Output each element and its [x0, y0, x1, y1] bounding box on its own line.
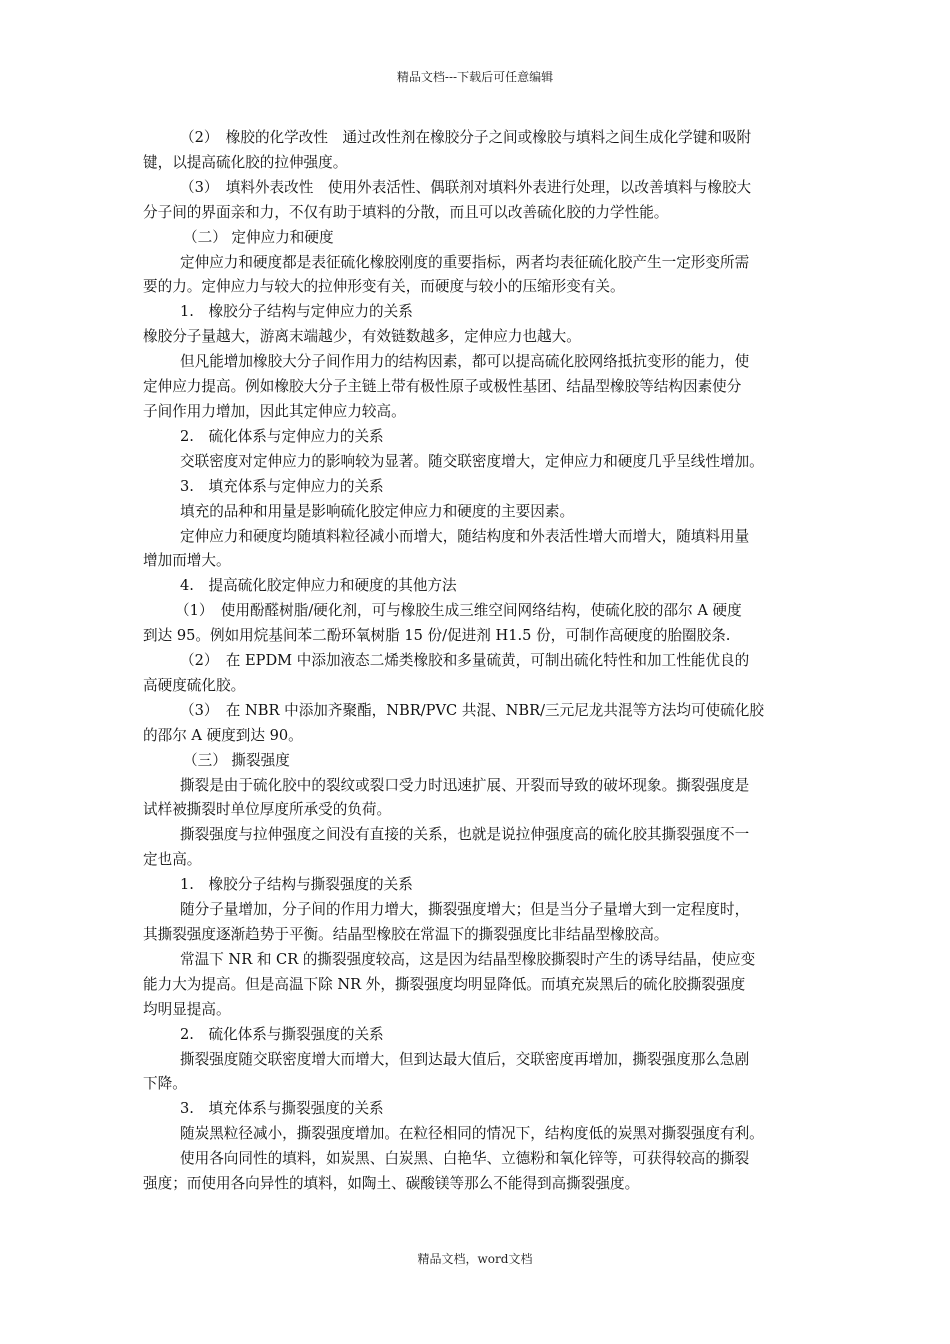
- subsection-heading: 2. 硫化体系与撕裂强度的关系: [180, 1025, 384, 1043]
- paragraph-line: 撕裂强度与拉伸强度之间没有直接的关系，也就是说拉伸强度高的硫化胶其撕裂强度不一: [180, 826, 750, 844]
- paragraph-line: 使用各向同性的填料，如炭黑、白炭黑、白艳华、立德粉和氧化锌等，可获得较高的撕裂: [180, 1150, 750, 1168]
- document-body: [143, 126, 813, 1197]
- subsection-heading: 1. 橡胶分子结构与定伸应力的关系: [180, 303, 413, 321]
- paragraph-line: 定也高。: [143, 851, 202, 869]
- paragraph-line: 均明显提高。: [143, 1000, 231, 1018]
- paragraph-line: 常温下 NR 和 CR 的撕裂强度较高，这是因为结晶型橡胶撕裂时产生的诱导结晶，使应变: [180, 950, 756, 968]
- subsection-heading: 2. 硫化体系与定伸应力的关系: [180, 427, 384, 445]
- paragraph-line: 分子间的界面亲和力，不仅有助于填料的分散，而且可以改善硫化胶的力学性能。: [143, 203, 669, 221]
- paragraph-line: 的邵尔 A 硬度到达 90。: [143, 726, 303, 744]
- paragraph-line: 撕裂是由于硫化胶中的裂纹或裂口受力时迅速扩展、开裂而导致的破坏现象。撕裂强度是: [180, 776, 750, 794]
- paragraph-line: 高硬度硫化胶。: [143, 676, 246, 694]
- page-header: 精品文档---下载后可任意编辑: [396, 70, 554, 84]
- paragraph-line: 要的力。定伸应力与较大的拉伸形变有关，而硬度与较小的压缩形变有关。: [143, 278, 625, 296]
- subsection-heading: 1. 橡胶分子结构与撕裂强度的关系: [180, 876, 413, 894]
- paragraph-line: 撕裂强度随交联密度增大而增大，但到达最大值后，交联密度再增加，撕裂强度那么急剧: [180, 1050, 750, 1068]
- paragraph-line: 能力大为提高。但是高温下除 NR 外，撕裂强度均明显降低。而填充炭黑后的硫化胶撕裂强度: [143, 975, 746, 993]
- paragraph-line: 到达 95。例如用烷基间苯二酚环氧树脂 15 份/促进剂 H1.5 份，可制作高硬度的胎圈胶条.: [143, 627, 731, 645]
- paragraph-line: 强度；而使用各向异性的填料，如陶土、碳酸镁等那么不能得到高撕裂强度。: [143, 1175, 640, 1193]
- paragraph-line: 随炭黑粒径减小，撕裂强度增加。在粒径相同的情况下，结构度低的炭黑对撕裂强度有利。: [180, 1125, 764, 1143]
- paragraph-line: （3） 在 NBR 中添加齐聚酯，NBR/PVC 共混、NBR/三元尼龙共混等方法均可使硫化胶: [180, 701, 764, 719]
- subsection-heading: 3. 填充体系与定伸应力的关系: [180, 477, 384, 495]
- subsection-heading: 4. 提高硫化胶定伸应力和硬度的其他方法: [180, 577, 457, 595]
- subsection-heading: 3. 填充体系与撕裂强度的关系: [180, 1100, 384, 1118]
- section-heading: （三） 撕裂强度: [183, 751, 290, 769]
- paragraph-line: 试样被撕裂时单位厚度所承受的负荷。: [143, 801, 392, 819]
- paragraph-line: 子间作用力增加，因此其定伸应力较高。: [143, 402, 406, 420]
- paragraph-line: 随分子量增加，分子间的作用力增大，撕裂强度增大；但是当分子量增大到一定程度时，: [180, 901, 750, 919]
- paragraph-line: （1） 使用酚醛树脂/硬化剂，可与橡胶生成三维空间网络结构，使硫化胶的邵尔 A 硬度: [175, 602, 742, 620]
- paragraph-line: 填充的品种和用量是影响硫化胶定伸应力和硬度的主要因素。: [180, 502, 575, 520]
- paragraph-line: 定伸应力和硬度都是表征硫化橡胶刚度的重要指标，两者均表征硫化胶产生一定形变所需: [180, 253, 750, 271]
- paragraph-line: （2） 橡胶的化学改性 通过改性剂在橡胶分子之间或橡胶与填料之间生成化学键和吸附: [180, 129, 752, 146]
- section-heading: （二） 定伸应力和硬度: [183, 228, 334, 246]
- paragraph-line: 交联密度对定伸应力的影响较为显著。随交联密度增大，定伸应力和硬度几乎呈线性增加。: [180, 452, 764, 470]
- paragraph-line: 定伸应力提高。例如橡胶大分子主链上带有极性原子或极性基团、结晶型橡胶等结构因素使分: [143, 378, 742, 396]
- paragraph-line: 其撕裂强度逐渐趋势于平衡。结晶型橡胶在常温下的撕裂强度比非结晶型橡胶高。: [143, 926, 669, 943]
- paragraph-line: （2） 在 EPDM 中添加液态二烯类橡胶和多量硫黄，可制出硫化特性和加工性能优良的: [180, 652, 750, 670]
- paragraph-line: 橡胶分子量越大，游离末端越少，有效链数越多，定伸应力也越大。: [143, 328, 581, 346]
- paragraph-line: 下降。: [143, 1075, 187, 1093]
- paragraph-line: 增加而增大。: [143, 552, 231, 570]
- paragraph-line: 键，以提高硫化胶的拉伸强度。: [143, 153, 348, 171]
- paragraph-line: 定伸应力和硬度均随填料粒径减小而增大，随结构度和外表活性增大而增大，随填料用量: [180, 527, 750, 545]
- page-footer: 精品文档，word文档: [417, 1252, 533, 1266]
- paragraph-line: （3） 填料外表改性 使用外表活性、偶联剂对填料外表进行处理，以改善填料与橡胶大: [180, 178, 752, 196]
- paragraph-line: 但凡能增加橡胶大分子间作用力的结构因素，都可以提高硫化胶网络抵抗变形的能力，使: [180, 353, 750, 371]
